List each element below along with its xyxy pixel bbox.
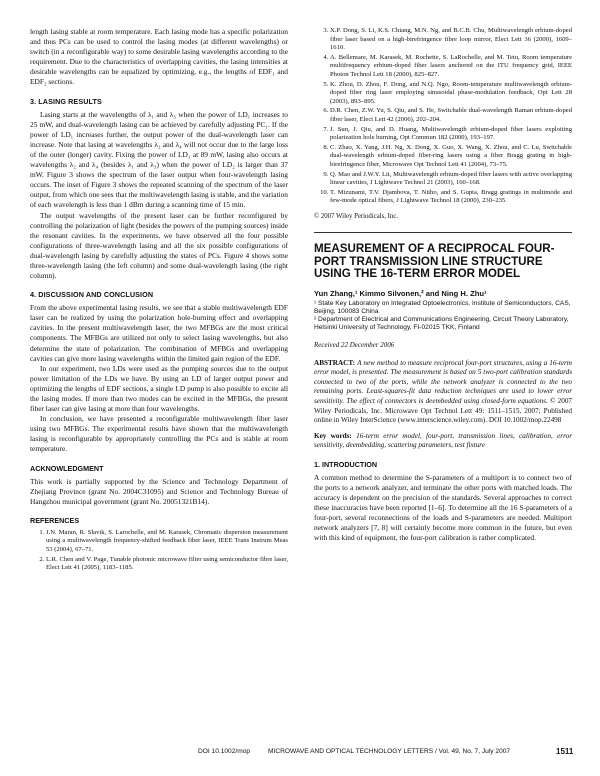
article-divider [314, 232, 572, 233]
page-number: 1511 [556, 747, 574, 756]
section-3-paragraph-2: The output wavelengths of the present laser can be further reconfigured by controlling the polarization of light (besides the powers of the pumping sources) inside the resonant cavities. In the experiments, we have observed all the four possible configurations of three-wavelength lasing and all the six possible configurations of dual-wavelength lasing by carefully adjusting the states of PCs. Figure 4 shows some three-wavelength lasing (the left column) and some dual-wavelength lasing (the right column). [30, 210, 288, 281]
right-column [314, 27, 572, 544]
abstract-text: A new method to measure reciprocal four-port structures, using a 16-term error model, is presented. The measurement is based on 5 two-port calibration standards connected to two of the ports, while the network analyzer is connected to the two remaining ports. Least-squares-fit data reduction techniques are used to lower error sensitivity. The effect of connectors is deembedded using closed-form equations. [314, 358, 572, 405]
section-4-paragraph-1: From the above experimental lasing results, we see that a stable multiwavelength EDF laser can be realized by using the polarization hole-burning effect and overlapping cavities. In the present multiwavelength laser, the two MFBGs are the most critical components. The MFBGs are utilized not only to select lasing wavelengths, but also determine the state of polarization. The combination of MFBGs and overlapping cavities can give more lasing wavelengths within the limited gain region of the EDF. [30, 303, 288, 363]
references-list-left [30, 529, 288, 573]
keywords-text: 16-term error model, four-port, transmission lines, calibration, error sensitivity, deembedding, scattering parameters, test fixture [314, 431, 572, 450]
reference-item: 10. T. Mizunami, T.V. Djambova, T. Niiho, and S. Gupta, Bragg gratings in multimode and few-mode optical fibers, J Lightwave Technol 18 (2000), 230–235. [330, 189, 572, 206]
article-authors: Yun Zhang,¹ Kimmo Silvonen,² and Ning H. Zhu¹ [314, 288, 487, 298]
section-4-heading: 4. DISCUSSION AND CONCLUSION [30, 290, 154, 300]
footer-journal: MICROWAVE AND OPTICAL TECHNOLOGY LETTERS / Vol. 49, No. 7, July 2007 [268, 748, 511, 755]
affiliation-1: ¹ State Key Laboratory on Integrated Optoelectronics, Institute of Semiconductors, CAS, Beijing, 100083 China [314, 299, 571, 315]
article-title: MEASUREMENT OF A RECIPROCAL FOUR-PORT TRANSMISSION LINE STRUCTURE USING THE 16-TERM ERROR MODEL [314, 241, 555, 281]
section-3-heading: 3. LASING RESULTS [30, 96, 102, 106]
references-heading: REFERENCES [30, 515, 80, 525]
reference-item: 2. L.R. Chen and V. Page, Tunable photonic microwave filter using semiconductor fibre laser, Elect Lett 41 (2005), 1183–1185. [46, 556, 288, 573]
section-4-paragraph-3: In conclusion, we have presented a reconfigurable multiwavelength fiber laser using two MFBGs. The experimental results have shown that the multiwavelength lasing is reconfigurable by appropriately controlling the PCs and is stable at room temperature. [30, 414, 288, 454]
reference-item: 3. X.P. Dong, S. Li, K.S. Chiang, M.N. Ng, and B.C.B. Chu, Multiwavelength erbium-doped fiber laser based on a high-birefringence fibre loop mirror, Elect Lett 36 (2000), 1609–1610. [330, 27, 572, 53]
introduction-text: A common method to determine the S-parameters of a multiport is to connect two of the ports to a network analyzer, and terminate the other ports with matched loads. The accuracy is dependent on the precision of the standards. Several approaches to correct these inaccuracies have been reported [1–6]. To determine all the 16 S-parameters of a four-port, several reconnections of the loads and S-parameters are needed. Multiport network analyzers [7, 8] will certainly become more common in the future, but even with this kind of equipment, the four-port calibration is rather complicated. [314, 472, 572, 543]
reference-item: 5. K. Zhou, D. Zhou, F. Dong, and N.Q. Ngo, Room-temperature multiwavelength erbium-doped fiber ring laser employing sinusoidal phase-modulation feedback, Opt Lett 28 (2003), 893–895. [330, 81, 572, 107]
reference-item: 4. A. Bellemare, M. Karasek, M. Rochette, S. LaRochelle, and M. Tetu, Room temperature multifrequency erbium-doped fiber lasers anchored on the ITU frequency grid, IEEE Photon Technol Lett 18 (2000), 825–827. [330, 54, 572, 80]
abstract-publication-info: © 2007 Wiley Periodicals, Inc. Microwave Opt Technol Lett 49: 1511–1515, 2007; Published online in Wiley InterScience (www.interscience.wiley.com). DOI 10.1002/mop.22498 [314, 396, 573, 425]
introduction-heading: 1. INTRODUCTION [314, 459, 378, 469]
copyright-notice: © 2007 Wiley Periodicals, Inc. [314, 212, 399, 220]
keywords [314, 432, 572, 451]
abstract [314, 359, 572, 426]
reference-item: 6. D.R. Chen, Z.W. Yu, S. Qiu, and S. He, Switchable dual-wavelength Raman erbium-doped fiber laser, Elect Lett 42 (2006), 202–204. [330, 107, 572, 124]
section-3-paragraph-1: Lasing starts at the wavelengths of λ₁ and λ₃ when the power of LD₁ increases to 25 mW, and dual-wavelength lasing can be achieved by carefully adjusting PC₁. If the power of LD₁ increases further, the output power of the dual-wavelength laser can increase. Note that lasing at wavelengths λ₂ and λ₄ will not occur due to the large loss of the outer (longer) cavity. Fixing the power of LD₁ at 89 mW, lasing also occurs at wavelengths λ₂ and λ₄ (besides λ₁ and λ₃) when the power of LD₂ is larger than 37 mW. Figure 3 shows the spectrum of the laser output when four-wavelength lasing occurs. The inset of Figure 3 shows the repeated scanning of the spectrum of the laser output, from which one sees that the multiwavelength lasing is stable, and the variation of each wavelength is less than 1 dBm during a scanning time of 15 min. [30, 109, 288, 210]
section-4-paragraph-2: In our experiment, two LDs were used as the pumping sources due to the output power limitation of the LDs we have. By using an LD of larger output power and optimizing the lengths of EDF sections, a single LD pump is also possible to excite all the lasing modes. If more than two modes can be excited in the MFBGs, the present fiber laser can give lasing at more than four wavelengths. [30, 363, 288, 414]
reference-item: 9. Q. Mao and J.W.Y. Lit, Multiwavelength erbium-doped fiber lasers with active overlapping linear cavities, J Lightwave Technol 21 (2003), 160–168. [330, 171, 572, 188]
abstract-label: ABSTRACT: [314, 358, 356, 367]
references-list-right [314, 27, 572, 206]
acknowledgment-heading: ACKNOWLEDGMENT [30, 463, 104, 473]
affiliation-2: ² Department of Electrical and Communications Engineering, Circuit Theory Laboratory, Helsinki University of Technology, FI-02015 TKK, Finland [314, 316, 569, 332]
page-footer [0, 748, 600, 760]
left-column [30, 27, 288, 574]
footer-doi: DOI 10.1002/mop [198, 748, 251, 755]
reference-item: 7. J. Sun, J. Qiu, and D. Huang, Multiwavelength erbium-doped fiber lasers exploiting polarization hole burning, Opt Commun 182 (2000), 193–197. [330, 126, 572, 143]
reference-item: 8. C. Zhao, X. Yang, J.H. Ng, X. Dong, X. Guo, X. Wang, X. Zhou, and C. Lu, Switchable dual-wavelength erbium-doped fiber-ring lasers using a fiber Bragg grating in high-birefringence fiber, Microwave Opt Technol Lett 41 (2004), 73–75. [330, 144, 572, 170]
reference-item: 1. J.N. Maran, R. Slavik, S. Larochelle, and M. Karasek, Chromatic dispersion measurement using a multiwavelength frequency-shifted feedback fiber laser, IEEE Trans Instrum Meas 53 (2004), 67–71. [46, 529, 288, 555]
received-date: Received 22 December 2006 [314, 340, 395, 349]
keywords-label: Key words: [314, 431, 352, 440]
intro-paragraph: length lasing stable at room temperature. Each lasing mode has a specific polarization and thus PCs can be used to control the lasing modes (at different wavelengths) or switch (in a reconfigurable way) to some desirable lasing wavelengths according to the requirement. Due to the characteristics of overlapping cavities, the lasing intensities at desirable wavelengths can be equalized by optimizing, e.g., the lengths of EDF₁ and EDF₂ sections. [30, 27, 288, 87]
acknowledgment-text: This work is partially supported by the Science and Technology Department of Zhejiang Province (grant No. 2004C31095) and Science and Technology Bureau of Hangzhou municipal government (grant No. 20051321B14). [30, 476, 288, 506]
